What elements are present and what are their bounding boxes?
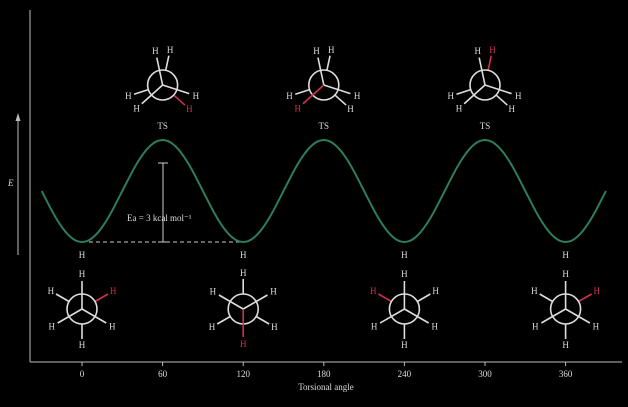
- bond: [417, 294, 430, 302]
- hydrogen-label: H: [562, 340, 569, 350]
- hydrogen-label: H: [532, 321, 539, 332]
- minimum-h-label: H: [401, 250, 408, 260]
- x-tick-label: 60: [158, 369, 168, 379]
- hydrogen-label: H: [109, 286, 117, 296]
- bond: [295, 90, 309, 95]
- bond: [95, 294, 108, 302]
- x-tick-label: 240: [397, 369, 412, 379]
- hydrogen-label: H: [370, 321, 378, 332]
- bond: [327, 56, 330, 71]
- hydrogen-label: H: [474, 45, 481, 56]
- energy-curve: [42, 140, 606, 242]
- x-ticks: [80, 362, 573, 379]
- barrier-label: Ea = 3 kcal mol⁻¹: [127, 213, 192, 223]
- hydrogen-label: H: [270, 286, 277, 297]
- bond: [56, 294, 69, 302]
- bond: [488, 56, 491, 71]
- x-tick-label: 300: [478, 369, 492, 379]
- hydrogen-label: H: [455, 103, 463, 114]
- newman-eclipsed-180: [286, 45, 361, 114]
- hydrogen-label: H: [125, 91, 132, 102]
- bond: [378, 294, 391, 302]
- bond: [540, 294, 553, 302]
- hydrogen-label: H: [593, 286, 601, 296]
- hydrogen-label: H: [186, 104, 193, 115]
- hydrogen-label: H: [78, 340, 86, 350]
- y-axis-label: E: [8, 178, 14, 188]
- hydrogen-label: H: [508, 104, 516, 115]
- hydrogen-label: H: [401, 340, 408, 350]
- hydrogen-label: H: [109, 321, 116, 332]
- minimum-h-label: H: [562, 250, 569, 260]
- hydrogen-label: H: [592, 321, 600, 332]
- bond: [456, 90, 470, 95]
- hydrogen-label: H: [208, 322, 216, 332]
- hydrogen-label: H: [209, 286, 217, 297]
- newman-staggered-360: [531, 269, 600, 350]
- newman-staggered-120: [209, 268, 278, 349]
- hydrogen-label: H: [48, 321, 55, 332]
- bond: [134, 90, 148, 95]
- bond: [217, 317, 230, 325]
- hydrogen-label: H: [431, 321, 438, 332]
- x-tick-label: 120: [236, 369, 250, 379]
- hydrogen-label: H: [166, 44, 174, 55]
- x-tick-label: 180: [317, 369, 331, 379]
- hydrogen-label: H: [133, 103, 140, 114]
- minimum-h-label: H: [239, 250, 247, 260]
- x-tick-label: 0: [79, 369, 85, 379]
- x-axis-label: Torsional angle: [298, 382, 354, 392]
- minimum-h-label: H: [78, 250, 86, 260]
- hydrogen-label: H: [515, 90, 522, 101]
- bond: [496, 95, 507, 105]
- hydrogen-label: H: [239, 268, 247, 278]
- hydrogen-label: H: [294, 103, 302, 114]
- hydrogen-label: H: [369, 286, 377, 296]
- hydrogen-label: H: [447, 91, 455, 102]
- hydrogen-label: H: [271, 322, 278, 332]
- newman-eclipsed-300: [448, 45, 523, 114]
- hydrogen-label: H: [489, 44, 496, 55]
- ts-label: TS: [157, 121, 168, 131]
- ts-label: TS: [479, 121, 491, 131]
- bond: [174, 95, 185, 105]
- hydrogen-label: H: [286, 91, 293, 102]
- newman-staggered-0: [48, 269, 117, 350]
- newman-eclipsed-60: [125, 45, 200, 114]
- curve-labels: [79, 121, 570, 260]
- bond: [256, 317, 269, 325]
- hydrogen-label: H: [353, 90, 361, 101]
- hydrogen-label: H: [562, 269, 569, 279]
- hydrogen-label: H: [47, 286, 55, 296]
- energy-arrowhead: [16, 113, 21, 121]
- hydrogen-label: H: [432, 286, 439, 296]
- hydrogen-label: H: [239, 339, 247, 349]
- hydrogen-label: H: [328, 44, 335, 55]
- hydrogen-label: H: [401, 269, 408, 279]
- bond: [335, 95, 346, 105]
- newman-projections: [48, 45, 601, 350]
- hydrogen-label: H: [531, 286, 538, 296]
- hydrogen-label: H: [78, 269, 86, 279]
- bond: [166, 56, 169, 71]
- ts-label: TS: [318, 121, 330, 131]
- hydrogen-label: H: [192, 90, 200, 101]
- bond: [579, 294, 592, 302]
- newman-staggered-240: [370, 269, 439, 350]
- x-tick-label: 360: [558, 369, 573, 379]
- hydrogen-label: H: [152, 45, 159, 56]
- hydrogen-label: H: [347, 104, 354, 115]
- hydrogen-label: H: [313, 45, 320, 56]
